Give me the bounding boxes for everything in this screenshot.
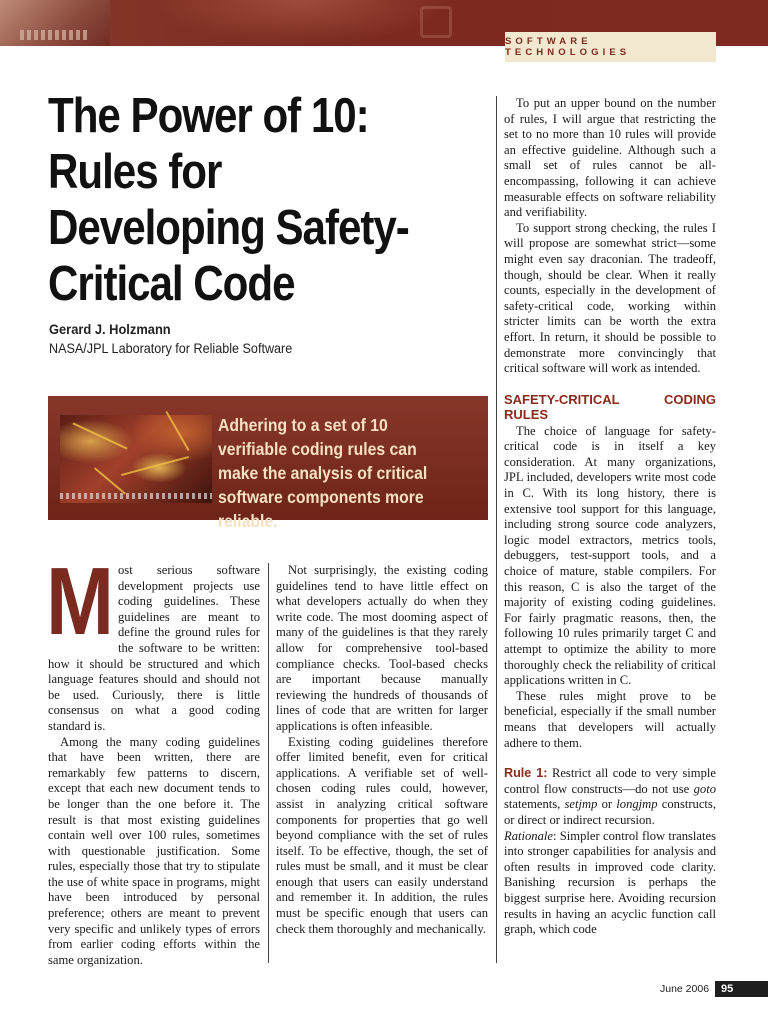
section-heading: SAFETY-CRITICAL CODING RULES bbox=[504, 391, 716, 422]
code-keyword: setjmp bbox=[564, 797, 598, 812]
rule-text: constructs, or direct or indirect recursion. bbox=[504, 797, 716, 827]
paragraph: Among the many coding guidelines that have been written, there are remarkably few patterns to discern, except that each new document tends to be longer than the one before it. The result is that most existing guidelines contain well over 100 rules, sometimes with questionable justification. Some rules, especially those that try to stipulate the use of white space in programs, might have been introduced by personal preference; others are meant to prevent very specific and unlikely types of errors from earlier coding efforts within the same organization. bbox=[48, 734, 260, 967]
banner-decoration bbox=[420, 6, 452, 38]
author-affiliation: NASA/JPL Laboratory for Reliable Software bbox=[49, 340, 293, 356]
code-keyword: longjmp bbox=[616, 797, 658, 812]
paragraph: These rules might prove to be beneficial, especially if the small number means that developers will actually adhere to them. bbox=[504, 688, 716, 750]
code-keyword: goto bbox=[693, 781, 716, 796]
pullquote-illustration bbox=[60, 415, 212, 503]
author-name: Gerard J. Holzmann bbox=[49, 321, 171, 337]
rule-label: Rule 1: bbox=[504, 766, 548, 781]
paragraph: The choice of language for safety-critical code is in itself a key consideration. At many organizations, JPL included, developers write most code in C. With its long history, there is extensive tool support for this language, including strong source code analyzers, logic model extractors, metrics tools, debuggers, test-support tools, and a choice of mature, stable compilers. For this reason, C is also the target of the majority of existing coding guidelines. For fairly pragmatic reasons, then, the following 10 rules primarily target C and attempt to optimize the ability to more thoroughly check the reliability of critical applications written in C. bbox=[504, 423, 716, 688]
body-column-2 bbox=[276, 563, 488, 937]
paragraph: To support strong checking, the rules I will propose are somewhat strict—some might even say draconian. The tradeoff, though, should be clear. When it really counts, especially in the development of safety-critical code, working within stricter limits can be worth the extra effort. In return, it should be possible to demonstrate more convincingly that critical software will work as intended. bbox=[504, 220, 716, 376]
page-number: 95 bbox=[715, 981, 768, 997]
paragraph: Not surprisingly, the existing coding guidelines tend to have little effect on what developers actually do when they write code. The most dooming aspect of many of the guidelines is that they rarely allow for comprehensive tool-based compliance checks. Tool-based checks are important because manually reviewing the hundreds of thousands of lines of code that are written for larger applications is often infeasible. bbox=[276, 563, 488, 733]
pullquote-text: Adhering to a set of 10 verifiable coding rules can make the analysis of critical software components more reliable. bbox=[218, 415, 428, 531]
rule-1-paragraph bbox=[504, 766, 716, 828]
issue-date: June 2006 bbox=[660, 983, 710, 995]
rationale-paragraph bbox=[504, 829, 716, 938]
section-label: SOFTWARE TECHNOLOGIES bbox=[505, 32, 716, 62]
column-divider bbox=[268, 563, 269, 963]
drop-cap: M bbox=[46, 548, 114, 655]
article-title: The Power of 10: Rules for Developing Safety-Critical Code bbox=[48, 89, 409, 311]
rationale-text: : Simpler control flow translates into stronger capabilities for analysis and often results in improved code clarity. Banishing recursion is perhaps the biggest surprise here. Avoiding recursion results in having an acyclic function call graph, which code bbox=[504, 828, 716, 937]
rationale-label: Rationale bbox=[504, 828, 553, 843]
paragraph: ost serious software development projects use coding guidelines. These guidelines are meant to define the ground rules for the software to be written: how it should be structured and which language features should and should not be used. Curiously, there is little consensus on what a good coding standard is. bbox=[48, 563, 260, 733]
banner-decoration bbox=[150, 0, 450, 46]
banner-decoration bbox=[20, 30, 90, 40]
rule-text: or bbox=[597, 797, 617, 812]
rule-text: statements, bbox=[504, 797, 565, 812]
body-column-1 bbox=[46, 548, 260, 968]
paragraph: Existing coding guidelines therefore offer limited benefit, even for critical applications. A verifiable set of well-chosen coding rules could, however, assist in analyzing critical software components for properties that go well beyond compliance with the set of rules itself. To be effective, though, the set of rules must be small, and it must be clear enough that users can easily understand and remember it. In addition, the rules must be specific enough that users can check them thoroughly and mechanically. bbox=[276, 734, 488, 936]
column-divider bbox=[496, 96, 497, 963]
pullquote-box bbox=[48, 396, 488, 531]
rule-text: Restrict all code to very simple control flow constructs—do not use bbox=[504, 766, 716, 796]
body-column-3 bbox=[504, 96, 716, 938]
paragraph: To put an upper bound on the number of rules, I will argue that restricting the set to no more than 10 rules will provide an effective guideline. Although such a small set of rules cannot be all-encompassing, following it can achieve measurable effects on software reliability and verifiability. bbox=[504, 96, 716, 220]
